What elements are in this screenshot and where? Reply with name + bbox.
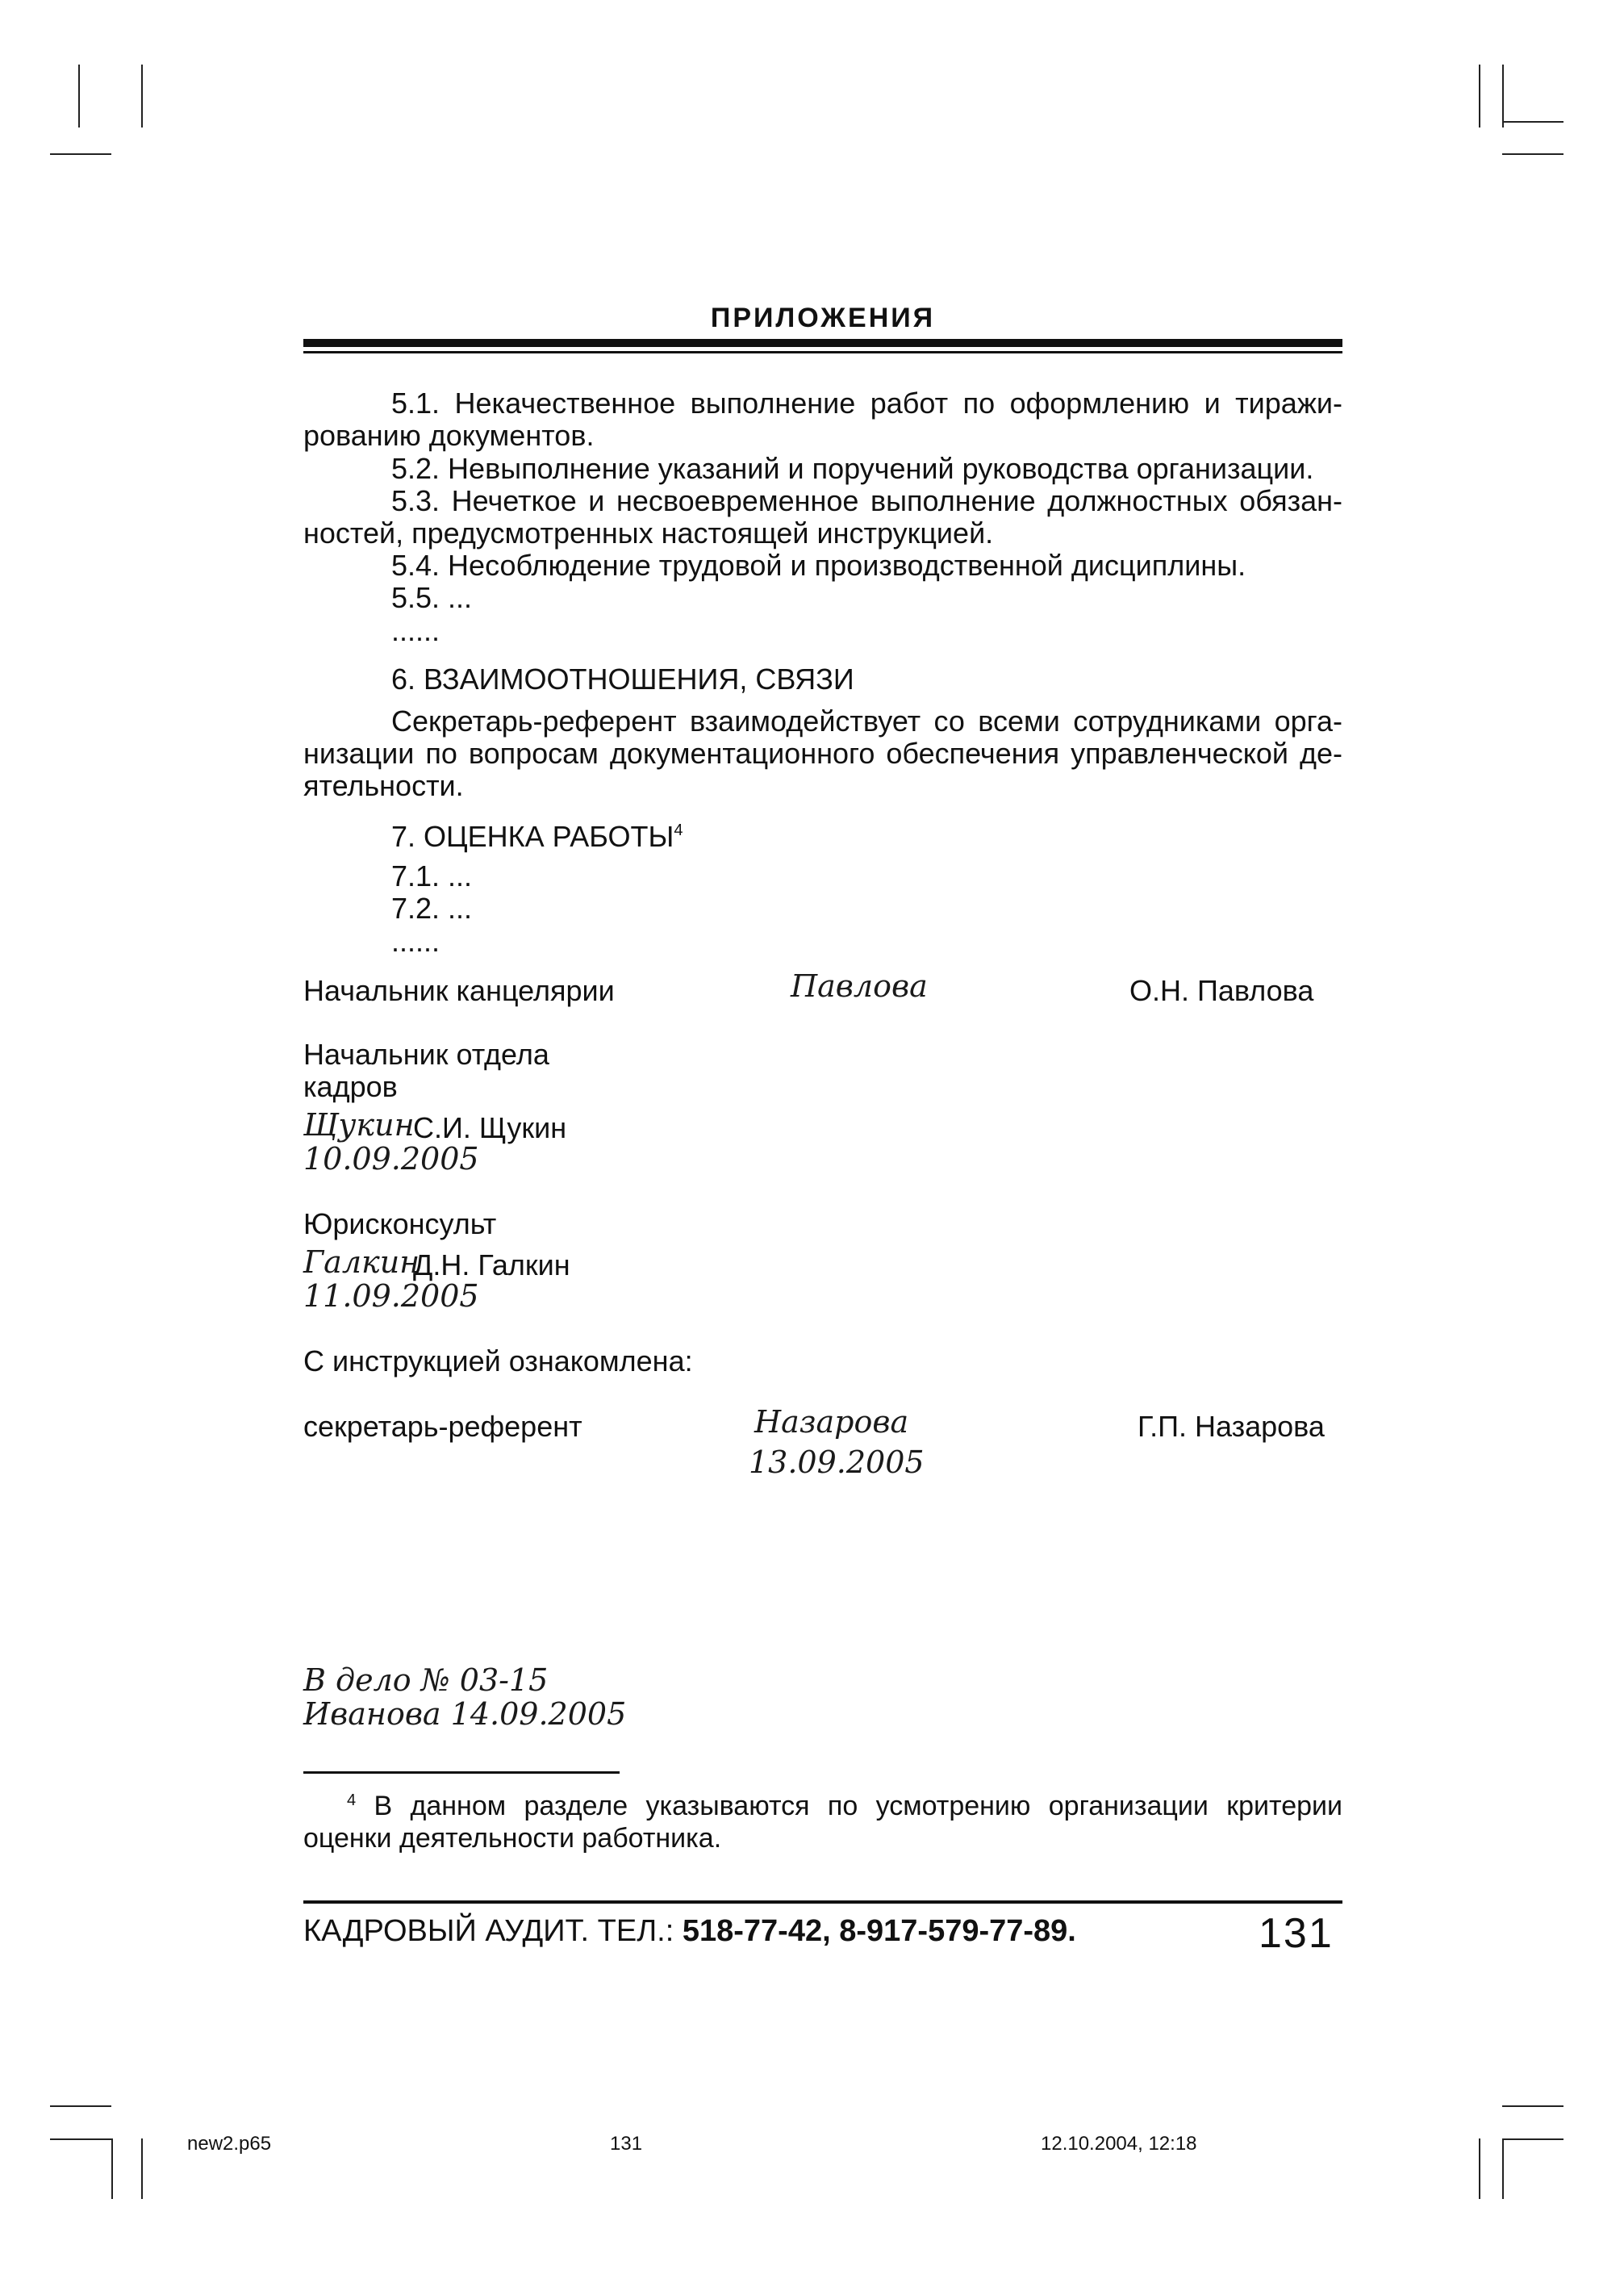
hr-name: С.И. Щукин [413,1111,567,1144]
footer-label: КАДРОВЫЙ АУДИТ. ТЕЛ.: [303,1914,674,1948]
item-5-ellipsis: ...... [391,614,440,647]
footnote-line1-text: В данном разделе указываются по усмотрению организации критерии [374,1791,1342,1821]
footnote-ref: 4 [674,821,683,839]
secretary-name: Г.П. Назарова [1138,1410,1325,1443]
header-rule-thick [303,339,1342,347]
item-5-2: 5.2. Невыполнение указаний и поручений руководства организации. [391,452,1314,485]
crop-mark-bottom-left-v1 [111,2138,113,2199]
file-note-line1: В дело № 03-15 [303,1662,549,1698]
crop-mark-bottom-left-h1 [50,2105,111,2107]
footnote-marker: 4 [347,1791,357,1809]
crop-mark-bottom-right-v1 [1479,2138,1480,2199]
secretary-signature: Назарова [754,1404,909,1440]
crop-mark-bottom-left-h2 [50,2138,111,2140]
footer-phones: 518-77-42, 8-917-579-77-89. [682,1914,1076,1948]
chancellery-name: О.Н. Павлова [1129,974,1314,1007]
footnote-rule [303,1771,620,1774]
item-5-4: 5.4. Несоблюдение трудовой и производственной дисциплины. [391,549,1246,582]
crop-mark-top-right-h1 [1502,121,1563,123]
crop-mark-bottom-right-h2 [1502,2138,1563,2140]
section-7-heading [391,821,683,853]
hr-position-line2: кадров [303,1070,398,1103]
header-rule-thin [303,351,1342,353]
hr-position-line1: Начальник отдела [303,1038,549,1071]
hr-date: 10.09.2005 [303,1141,479,1177]
footnote-line1 [347,1790,1342,1822]
crop-mark-top-right-h2 [1502,153,1563,155]
section-6-line3: ятельности. [303,769,464,802]
slug-file: new2.p65 [187,2133,272,2155]
crop-mark-top-left-v2 [141,65,143,128]
crop-mark-bottom-right-v2 [1502,2138,1504,2199]
crop-mark-bottom-right-h1 [1502,2105,1563,2107]
section-6-heading: 6. ВЗАИМООТНОШЕНИЯ, СВЯЗИ [391,663,854,696]
page-number: 131 [1259,1910,1334,1957]
item-7-ellipsis: ...... [391,925,440,958]
item-7-1: 7.1. ... [391,859,473,893]
item-7-2: 7.2. ... [391,892,473,925]
lawyer-signature: Галкин [303,1244,420,1280]
item-5-3-line1: 5.3. Нечеткое и несвоевременное выполнение должностных обязан- [391,484,1342,517]
lawyer-position: Юрисконсульт [303,1207,497,1240]
footer-rule [303,1900,1342,1904]
section-6-line2: низации по вопросам документационного обеспечения управленческой де- [303,737,1342,770]
lawyer-name: Д.Н. Галкин [413,1248,570,1281]
crop-mark-top-right-v1 [1479,65,1480,128]
section-7-heading-text: 7. ОЦЕНКА РАБОТЫ [391,820,674,853]
secretary-position: секретарь-референт [303,1410,582,1443]
acquaintance-note: С инструкцией ознакомлена: [303,1344,693,1377]
slug-timestamp: 12.10.2004, 12:18 [1041,2133,1197,2155]
file-note-line2: Иванова 14.09.2005 [303,1696,627,1732]
item-5-1-line2: рованию документов. [303,419,595,452]
footnote-line2: оценки деятельности работника. [303,1823,722,1854]
chancellery-position: Начальник канцелярии [303,974,615,1007]
footer-publication [303,1914,1076,1949]
crop-mark-top-left-v1 [78,65,80,128]
crop-mark-top-left-h [50,153,111,155]
crop-mark-top-right-v2 [1502,65,1504,128]
item-5-1-line1: 5.1. Некачественное выполнение работ по оформлению и тиражи- [391,387,1342,420]
section-title: ПРИЛОЖЕНИЯ [710,303,936,333]
secretary-date: 13.09.2005 [749,1444,925,1480]
slug-page: 131 [610,2133,643,2155]
item-5-3-line2: ностей, предусмотренных настоящей инструкцией. [303,516,994,550]
item-5-5: 5.5. ... [391,581,473,614]
crop-mark-bottom-left-v2 [141,2138,143,2199]
chancellery-signature: Павлова [791,968,928,1004]
section-6-line1: Секретарь-референт взаимодействует со всеми сотрудниками орга- [391,704,1342,738]
hr-signature: Щукин [303,1107,415,1143]
lawyer-date: 11.09.2005 [303,1278,479,1314]
